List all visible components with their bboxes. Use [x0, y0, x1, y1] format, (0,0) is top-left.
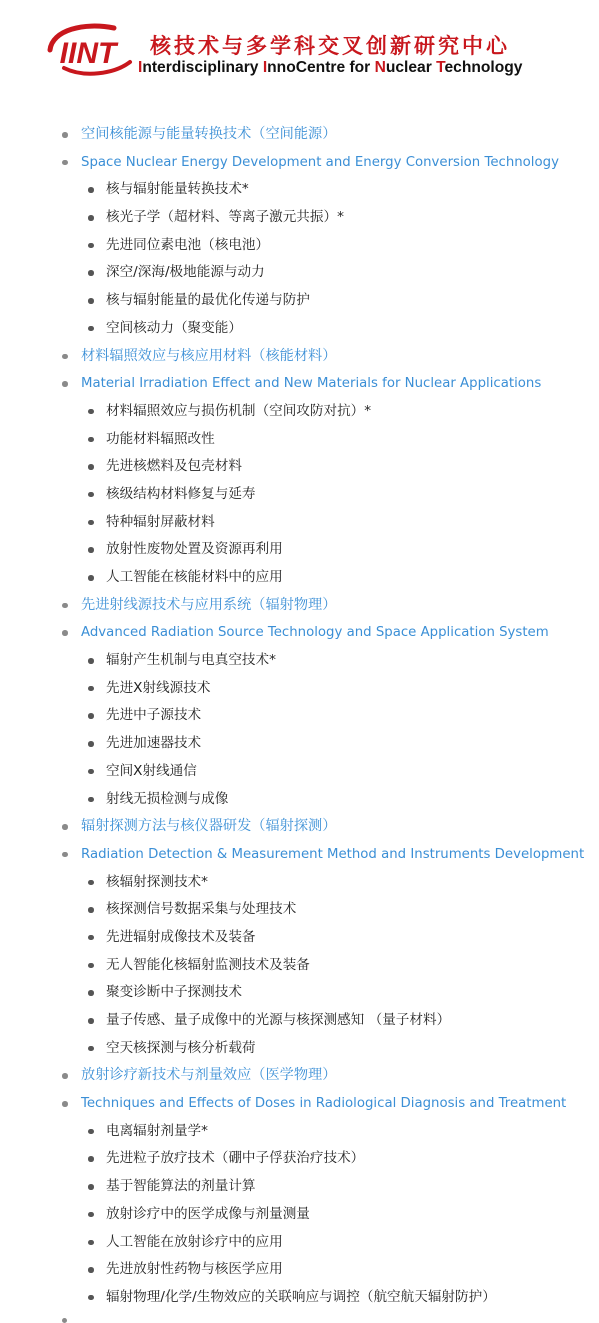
list-bullet: [88, 741, 94, 747]
list-item: [0, 869, 599, 897]
title-text: nterdisciplinary: [142, 59, 263, 76]
section-title-en-label: Advanced Radiation Source Technology and Space Application System: [81, 625, 549, 641]
title-initial: N: [374, 59, 386, 76]
center-title-cn: 核技术与多学科交叉创新研究中心: [150, 33, 510, 58]
list-bullet: [88, 437, 94, 443]
section-title-cn-label: 空间核能源与能量转换技术（空间能源）: [81, 126, 337, 142]
list-item-label: 先进X射线源技术: [106, 679, 211, 696]
list-item: [0, 426, 599, 454]
list-item: [0, 1256, 599, 1284]
list-item: [0, 536, 599, 564]
list-bullet: [88, 520, 94, 526]
list-bullet: [88, 686, 94, 692]
list-item-label: 核与辐射能量的最优化传递与防护: [106, 292, 310, 309]
list-item-label: 核辐射探测技术*: [106, 873, 208, 890]
section-title-cn-label: 辐射探测方法与核仪器研发（辐射探测）: [81, 818, 337, 835]
list-item: [0, 453, 599, 481]
list-item-label: 材料辐照效应与损伤机制（空间攻防对抗）*: [106, 402, 372, 419]
list-bullet: [62, 1101, 68, 1107]
list-bullet: [88, 963, 94, 969]
iint-logo: [44, 20, 136, 80]
list-bullet: [88, 575, 94, 581]
list-item-label: 核光子学（超材料、等离子激元共振）*: [106, 209, 344, 226]
list-item: [0, 979, 599, 1007]
list-item-label: 核与辐射能量转换技术*: [106, 181, 249, 198]
list-bullet: [88, 270, 94, 276]
list-item-label: 放射性废物处置及资源再利用: [106, 541, 283, 558]
section-title-cn[interactable]: [0, 343, 599, 371]
list-item-label: 功能材料辐照改性: [106, 430, 215, 447]
title-text: nnoCentre for: [267, 59, 375, 76]
list-item: [0, 1284, 599, 1312]
list-bullet: [88, 769, 94, 775]
list-bullet: [88, 1184, 94, 1190]
list-item: [0, 315, 599, 343]
list-item: [0, 675, 599, 703]
section-title-cn[interactable]: [0, 1062, 599, 1090]
list-item: [0, 287, 599, 315]
list-item: [0, 1201, 599, 1229]
header: [0, 0, 599, 95]
list-bullet: [88, 658, 94, 664]
list-item-label: 电离辐射剂量学*: [106, 1122, 208, 1139]
list-item: [0, 1007, 599, 1035]
list-item: [0, 647, 599, 675]
list-bullet: [88, 187, 94, 193]
list-item: [0, 702, 599, 730]
list-item-label: 先进粒子放疗技术（硼中子俘获治疗技术）: [106, 1150, 365, 1167]
center-title-en: [138, 59, 522, 77]
list-item: [0, 896, 599, 924]
section-title-cn-label: 先进射线源技术与应用系统（辐射物理）: [81, 596, 337, 613]
list-item-label: 先进中子源技术: [106, 707, 202, 724]
list-bullet: [62, 852, 68, 858]
section-title-en-label: Material Irradiation Effect and New Materials for Nuclear Applications: [81, 376, 542, 392]
list-item: [0, 509, 599, 537]
section-title-cn-label: 材料辐照效应与核应用材料（核能材料）: [81, 347, 337, 364]
list-bullet: [62, 354, 68, 360]
list-bullet: [62, 1318, 67, 1323]
list-bullet: [88, 1129, 94, 1135]
list-item-label: 先进辐射成像技术及装备: [106, 928, 256, 945]
list-bullet: [88, 713, 94, 719]
section-title-cn[interactable]: [0, 592, 599, 620]
title-initial: I: [262, 59, 268, 76]
section-title-en[interactable]: [0, 841, 599, 869]
list-bullet: [62, 160, 68, 166]
list-item: [0, 398, 599, 426]
research-directions-list: [0, 121, 599, 1312]
list-bullet: [88, 935, 94, 941]
list-bullet: [88, 492, 94, 498]
list-item: [0, 952, 599, 980]
list-item-label: 空间核动力（聚变能）: [106, 319, 242, 336]
list-item-label: 量子传感、量子成像中的光源与核探测感知 （量子材料）: [106, 1012, 451, 1028]
list-item-label: 辐射产生机制与电真空技术*: [106, 652, 276, 669]
list-item: [0, 1173, 599, 1201]
list-bullet: [88, 409, 94, 415]
list-item-label: 人工智能在放射诊疗中的应用: [106, 1233, 283, 1250]
list-item: [0, 1118, 599, 1146]
title-initial: I: [138, 59, 143, 76]
list-item-label: 先进核燃料及包壳材料: [106, 458, 242, 475]
section-title-cn[interactable]: [0, 813, 599, 841]
list-bullet: [62, 824, 68, 830]
list-bullet: [88, 215, 94, 221]
section-title-cn-label: 放射诊疗新技术与剂量效应（医学物理）: [81, 1067, 337, 1084]
section-title-en[interactable]: [0, 619, 599, 647]
list-bullet: [88, 326, 94, 332]
list-item-label: 先进加速器技术: [106, 735, 202, 752]
title-initial: T: [436, 59, 445, 76]
section-title-en[interactable]: [0, 1090, 599, 1118]
list-bullet: [62, 630, 68, 636]
list-bullet: [88, 880, 94, 886]
list-bullet: [88, 1295, 94, 1301]
list-bullet: [88, 1212, 94, 1218]
list-bullet: [62, 381, 68, 387]
list-item-label: 聚变诊断中子探测技术: [106, 984, 242, 1001]
section-title-cn[interactable]: [0, 121, 599, 149]
list-item: [0, 481, 599, 509]
list-item-label: 无人智能化核辐射监测技术及装备: [106, 956, 310, 973]
list-item-label: 空天核探测与核分析载荷: [106, 1039, 256, 1056]
list-bullet: [88, 243, 94, 249]
list-item: [0, 259, 599, 287]
list-bullet: [88, 298, 94, 304]
list-bullet: [62, 132, 68, 138]
list-bullet: [88, 990, 94, 996]
list-item-label: 人工智能在核能材料中的应用: [106, 569, 283, 585]
list-item: [0, 232, 599, 260]
section-title-en-label: Space Nuclear Energy Development and Energy Conversion Technology: [81, 154, 559, 170]
list-item: [0, 1035, 599, 1063]
list-item-label: 空间X射线通信: [106, 762, 197, 779]
list-item: [0, 176, 599, 204]
list-bullet: [88, 547, 94, 553]
list-item: [0, 564, 599, 592]
list-item: [0, 924, 599, 952]
list-item-label: 特种辐射屏蔽材料: [106, 513, 215, 530]
list-item-label: 辐射物理/化学/生物效应的关联响应与调控（航空航天辐射防护）: [106, 1288, 496, 1305]
list-bullet: [62, 603, 68, 609]
list-bullet: [62, 1073, 68, 1079]
list-item-label: 射线无损检测与成像: [106, 790, 229, 807]
list-item: [0, 786, 599, 814]
svg-text:IINT: IINT: [59, 37, 117, 70]
section-title-en-label: Techniques and Effects of Doses in Radiological Diagnosis and Treatment: [81, 1096, 567, 1112]
list-item-label: 先进放射性药物与核医学应用: [106, 1261, 283, 1278]
list-item: [0, 758, 599, 786]
list-bullet: [88, 1046, 94, 1052]
list-item-label: 基于智能算法的剂量计算: [106, 1178, 256, 1195]
section-title-en[interactable]: [0, 370, 599, 398]
section-title-en[interactable]: [0, 149, 599, 177]
list-bullet: [88, 1267, 94, 1273]
list-item: [0, 1229, 599, 1257]
section-title-en-label: Radiation Detection & Measurement Method and Instruments Development: [81, 846, 585, 862]
title-text: uclear: [385, 59, 437, 76]
list-item: [0, 204, 599, 232]
list-item-label: 核级结构材料修复与延寿: [106, 485, 256, 502]
list-item-label: 深空/深海/极地能源与动力: [106, 264, 265, 281]
list-item-label: 核探测信号数据采集与处理技术: [106, 901, 297, 918]
list-bullet: [88, 1156, 94, 1162]
list-item-label: 放射诊疗中的医学成像与剂量测量: [106, 1205, 310, 1222]
list-bullet: [88, 1018, 94, 1024]
list-bullet: [88, 797, 94, 803]
list-item-label: 先进同位素电池（核电池）: [106, 236, 270, 253]
list-item: [0, 1145, 599, 1173]
list-bullet: [88, 464, 94, 470]
list-item: [0, 730, 599, 758]
list-bullet: [88, 1240, 94, 1246]
title-text: echnology: [444, 59, 523, 76]
list-bullet: [88, 907, 94, 913]
